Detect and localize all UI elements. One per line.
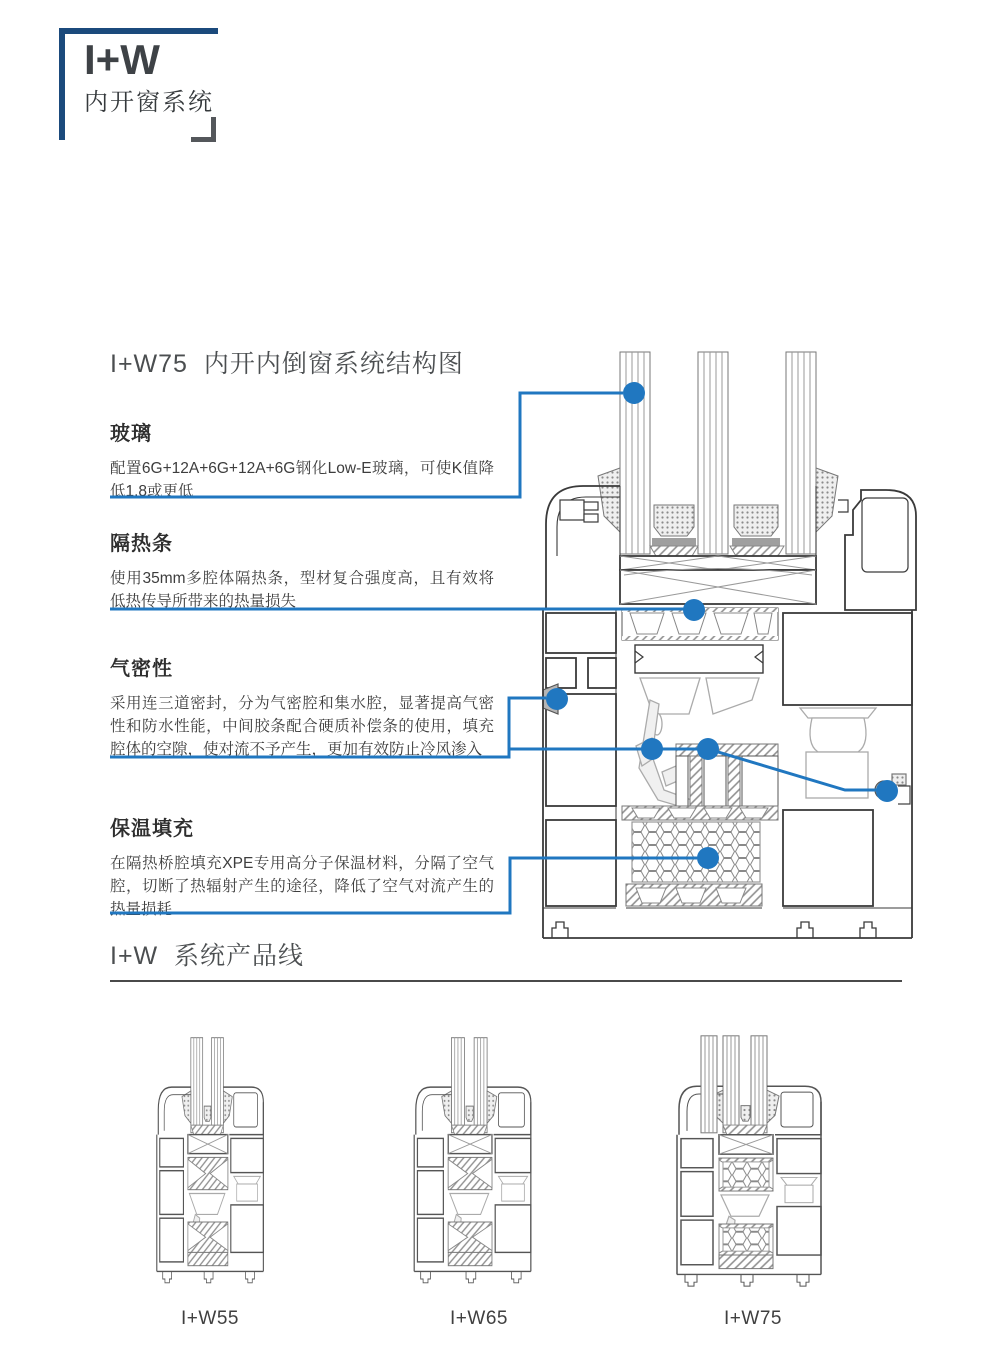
frame-left-column — [543, 608, 616, 938]
callout-insulation-fill-heading: 保温填充 — [110, 818, 194, 840]
callout-dot-glass — [623, 382, 645, 404]
callout-dot-air-mid1 — [641, 738, 663, 760]
product-iw75-drawing — [677, 1036, 821, 1286]
frame-right-top — [816, 486, 916, 610]
drainage-chambers — [640, 678, 759, 735]
glass-panes — [620, 352, 816, 554]
callout-air-tightness-body: 采用连三道密封，分为气密腔和集水腔，显著提高气密性和防水性能，中间胶条配合硬质补偿条的使用，填充腔体的空隙，使对流不予产生，更加有效防止冷风渗入 — [110, 695, 494, 758]
callout-dot-thermal-strip — [683, 599, 705, 621]
product-iw55-drawing — [157, 1038, 264, 1283]
callout-thermal-strip-heading: 隔热条 — [110, 533, 173, 555]
central-slab — [676, 744, 778, 808]
callout-dot-air-left — [546, 688, 568, 710]
brand-logo: I+W — [84, 36, 160, 83]
product-iw65-drawing — [414, 1038, 531, 1283]
callout-glass-heading: 玻璃 — [110, 423, 152, 445]
callout-air-tightness — [110, 652, 494, 761]
callout-glass — [110, 417, 494, 503]
callout-glass-body: 配置6G+12A+6G+12A+6G钢化Low-E玻璃，可使K值降低1.8或更低 — [110, 460, 494, 500]
callout-dot-insulation — [697, 847, 719, 869]
thermal-break-band — [622, 608, 778, 640]
sash-bridge — [620, 556, 816, 604]
frame-left-top — [546, 486, 620, 608]
frame-bottom — [543, 908, 912, 938]
gasket-right — [875, 774, 910, 804]
frame-right-column — [783, 610, 912, 938]
right-chamber — [783, 613, 912, 705]
hardware-lever — [636, 700, 699, 812]
glass-spacers — [650, 505, 784, 556]
callout-air-tightness-heading: 气密性 — [110, 658, 173, 680]
product-label-iw65: I+W65 — [450, 1308, 508, 1329]
callout-thermal-strip-body: 使用35mm多腔体隔热条，型材复合强度高，且有效将低热传导所带来的热量损失 — [110, 570, 494, 610]
callout-dot-air-mid2 — [697, 738, 719, 760]
callout-insulation-fill-body: 在隔热桥腔填充XPE专用高分子保温材料，分隔了空气腔，切断了热辐射产生的途径，降低了空气对流产生的热量损耗 — [110, 855, 494, 918]
brand-corner-bracket — [191, 117, 216, 142]
brand-subtitle: 内开窗系统 — [84, 89, 214, 116]
product-label-iw55: I+W55 — [181, 1308, 239, 1329]
product-label-iw75: I+W75 — [724, 1308, 782, 1329]
lower-band — [622, 806, 778, 820]
product-line-title: I+W 系统产品线 — [110, 942, 305, 970]
structure-section-title: I+W75 内开内倒窗系统结构图 — [110, 350, 464, 378]
callout-dot-air-right — [876, 780, 898, 802]
callout-thermal-strip — [110, 527, 494, 613]
xpe-foam — [632, 822, 760, 882]
main-profile-drawing — [543, 352, 916, 938]
bottom-band — [626, 884, 762, 906]
callout-insulation-fill — [110, 812, 494, 921]
callout-dots — [546, 382, 898, 869]
hardware-roller — [800, 708, 876, 798]
mid-chamber — [635, 645, 763, 673]
glazing-gaskets — [598, 468, 838, 532]
section-divider — [110, 980, 902, 982]
